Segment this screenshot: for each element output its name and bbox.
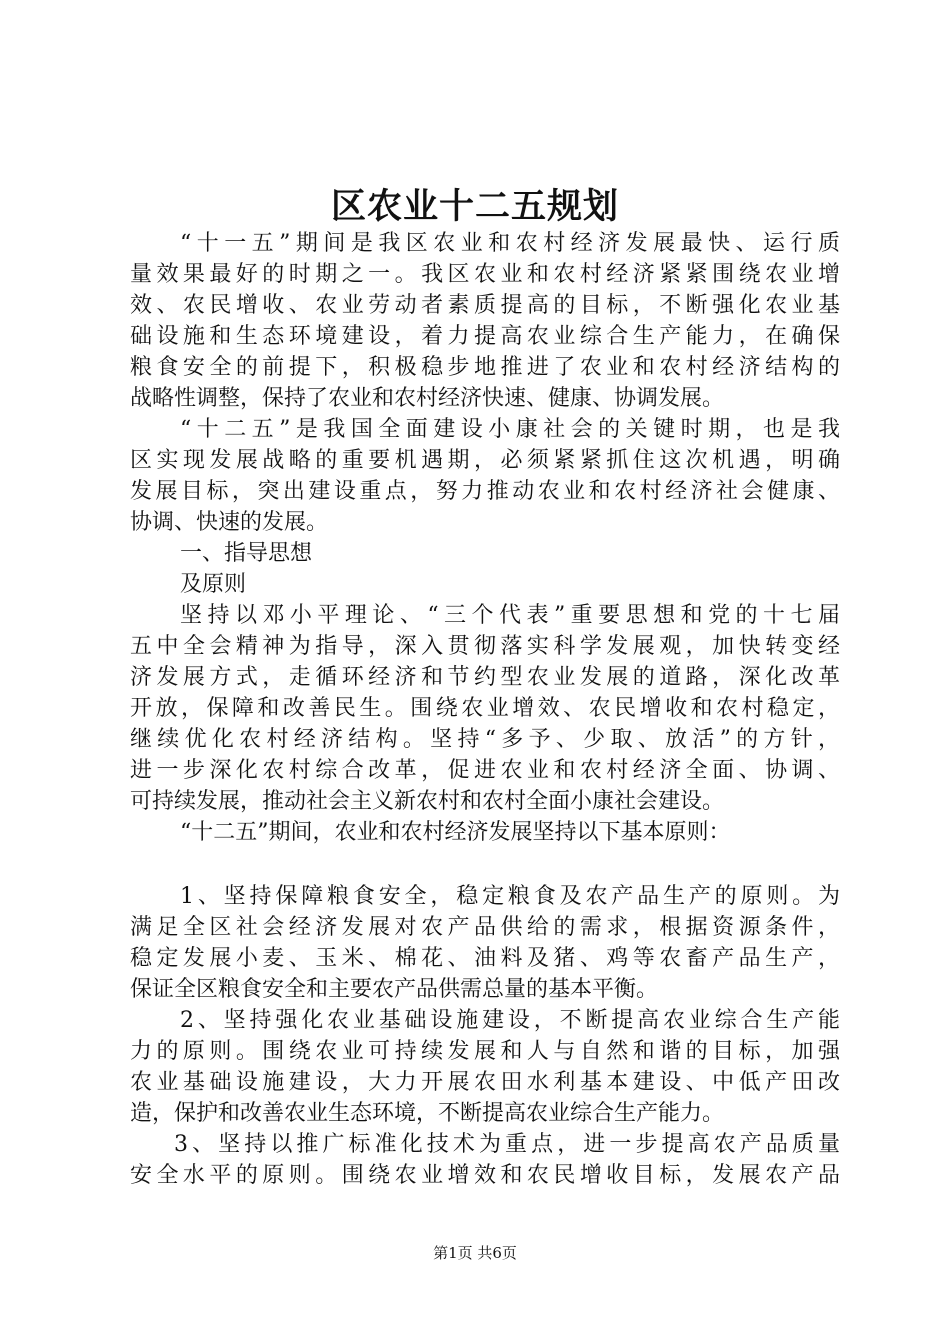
- text-line: 五中全会精神为指导，深入贯彻落实科学发展观，加快转变经: [130, 634, 840, 659]
- section-heading: 及原则: [180, 572, 247, 597]
- page-footer: 第1页 共6页: [433, 1244, 517, 1262]
- text-line: 效、农民增收、农业劳动者素质提高的目标，不断强化农业基: [130, 293, 840, 318]
- text-line: 济发展方式，走循环经济和节约型农业发展的道路，深化改革: [130, 665, 840, 690]
- text-line: 粮食安全的前提下，积极稳步地推进了农业和农村经济结构的: [130, 355, 840, 380]
- text-line: “十二五”期间，农业和农村经济发展坚持以下基本原则：: [180, 820, 731, 845]
- text-line: 开放，保障和改善民生。围绕农业增效、农民增收和农村稳定，: [130, 696, 840, 721]
- paragraph-gap: [130, 848, 840, 881]
- text-line: 1、坚持保障粮食安全，稳定粮食及农产品生产的原则。为: [180, 884, 840, 909]
- text-line: 造，保护和改善农业生态环境，不断提高农业综合生产能力。: [130, 1101, 725, 1126]
- text-line: 保证全区粮食安全和主要农产品供需总量的基本平衡。: [130, 977, 659, 1002]
- text-line: 协调、快速的发展。: [130, 510, 329, 535]
- text-line: 可持续发展，推动社会主义新农村和农村全面小康社会建设。: [130, 789, 725, 814]
- text-line: 础设施和生态环境建设，着力提高农业综合生产能力，在确保: [130, 324, 840, 349]
- text-line: 继续优化农村经济结构。坚持“多予、少取、放活”的方针，: [130, 727, 840, 752]
- document-title: 区农业十二五规划: [330, 186, 619, 227]
- text-line: 进一步深化农村综合改革，促进农业和农村经济全面、协调、: [130, 758, 840, 783]
- text-line: 发展目标，突出建设重点，努力推动农业和农村经济社会健康、: [130, 479, 840, 504]
- text-line: “十二五”是我国全面建设小康社会的关键时期，也是我: [180, 417, 840, 442]
- text-line: 坚持以邓小平理论、“三个代表”重要思想和党的十七届: [180, 603, 840, 628]
- section-heading: 一、指导思想: [180, 541, 313, 566]
- text-line: 3、坚持以推广标准化技术为重点，进一步提高农产品质量: [174, 1132, 840, 1157]
- text-line: 2、坚持强化农业基础设施建设，不断提高农业综合生产能: [180, 1008, 840, 1033]
- text-line: 力的原则。围绕农业可持续发展和人与自然和谐的目标，加强: [130, 1039, 840, 1064]
- text-line: 战略性调整，保持了农业和农村经济快速、健康、协调发展。: [130, 386, 725, 411]
- text-line: 稳定发展小麦、玉米、棉花、油料及猪、鸡等农畜产品生产，: [130, 946, 840, 971]
- text-line: 安全水平的原则。围绕农业增效和农民增收目标，发展农产品: [130, 1163, 840, 1188]
- text-line: 区实现发展战略的重要机遇期，必须紧紧抓住这次机遇，明确: [130, 448, 840, 473]
- text-line: 农业基础设施建设，大力开展农田水利基本建设、中低产田改: [130, 1070, 840, 1095]
- document-body: [130, 228, 840, 1191]
- text-line: 满足全区社会经济发展对农产品供给的需求，根据资源条件，: [130, 915, 840, 940]
- text-line: 量效果最好的时期之一。我区农业和农村经济紧紧围绕农业增: [130, 262, 840, 287]
- text-line: “十一五”期间是我区农业和农村经济发展最快、运行质: [180, 231, 840, 256]
